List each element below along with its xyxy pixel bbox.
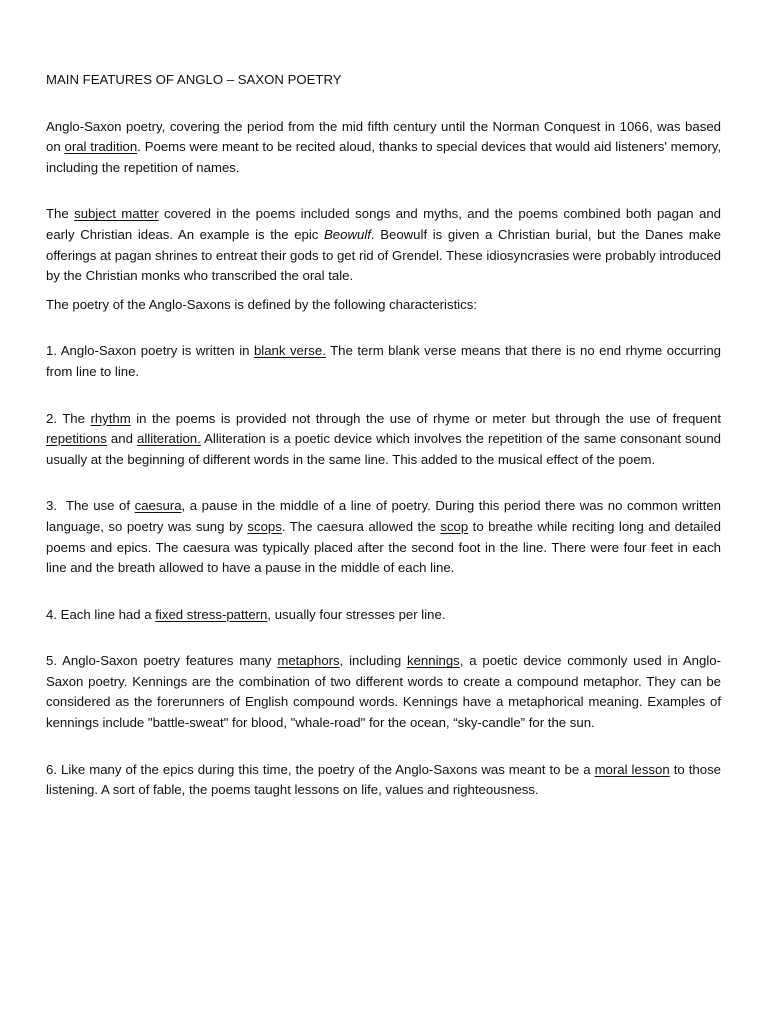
- text-run: 3. The use of: [46, 498, 135, 514]
- text-run: The: [46, 206, 75, 222]
- list-item-3: [46, 496, 721, 578]
- underlined-term: metaphors: [277, 653, 340, 669]
- text-run: covered in the poems included songs and myths, and the poems combined both pagan and early Christian ideas. An example is the epic: [46, 206, 721, 242]
- text-run: , usually four stresses per line.: [267, 606, 446, 622]
- underlined-term: repetitions: [46, 431, 107, 447]
- underlined-term: fixed stress-pattern: [155, 606, 268, 622]
- text-run: 4. Each line had a: [46, 606, 156, 622]
- document-page: [46, 70, 721, 801]
- text-run: The term blank verse means that there is no end rhyme occurring from line to line.: [46, 343, 721, 379]
- list-item-1: [46, 341, 721, 382]
- text-run: Anglo-Saxon poetry, covering the period from the mid fifth century until the Norman Conquest in 1066, was based on: [46, 118, 721, 155]
- underlined-term: caesura: [134, 498, 182, 514]
- underlined-term: subject matter: [74, 206, 159, 222]
- intro-paragraph: [46, 117, 721, 179]
- underlined-term: blank verse.: [253, 343, 326, 359]
- list-item-6: [46, 760, 721, 801]
- text-run: , including: [339, 653, 407, 669]
- underlined-term: rhythm: [90, 410, 131, 426]
- characteristics-intro: The poetry of the Anglo-Saxons is defined by the following characteristics:: [46, 296, 478, 312]
- text-run: 6. Like many of the epics during this time, the poetry of the Anglo-Saxons was meant to be a: [46, 761, 595, 777]
- text-run: 2. The: [46, 410, 91, 426]
- underlined-term: oral tradition: [64, 139, 138, 155]
- text-run: 5. Anglo-Saxon poetry features many: [46, 653, 278, 669]
- text-run: Alliteration is a poetic device which involves the repetition of the same consonant sound usually at the beginning of different words in the same line. This added to the musical effect of the poem.: [46, 431, 721, 467]
- text-run: , a pause in the middle of a line of poetry. During this period there was no common written language, so poetry was sung by: [46, 498, 721, 534]
- list-item-5: [46, 651, 721, 733]
- underlined-term: kennings: [406, 653, 460, 669]
- list-item-2: [46, 409, 721, 471]
- text-run: . Poems were meant to be recited aloud, thanks to special devices that would aid listeners' memory, including the repetition of names.: [46, 139, 721, 175]
- underlined-term: scop: [440, 518, 469, 534]
- text-run: to those listening. A sort of fable, the poems taught lessons on life, values and righteousness.: [46, 761, 721, 798]
- underlined-term: alliteration.: [137, 431, 201, 447]
- text-run: to breathe while reciting long and detailed poems and epics. The caesura was typically placed after the second foot in the line. There were four feet in each line and the breath allowed to have a pause in the middle of each line.: [46, 518, 721, 576]
- text-run: 1. Anglo-Saxon poetry is written in: [46, 343, 254, 359]
- italic-title: Beowulf: [324, 226, 371, 242]
- underlined-term: scops: [247, 518, 282, 534]
- text-run: , a poetic device commonly used in Anglo-Saxon poetry. Kennings are the combination of two different words to create a compound metaphor. They can be considered as the forerunners of English compound words. Kennings have a metaphorical meaning. Examples of kennings include "battle-sweat" for blood, "whale-road" for the ocean, “sky-candle” for the sun.: [46, 653, 722, 731]
- underlined-term: moral lesson: [594, 761, 670, 777]
- text-run: in the poems is provided not through the use of rhyme or meter but through the use of frequent: [130, 410, 722, 426]
- page-title: MAIN FEATURES OF ANGLO – SAXON POETRY: [46, 72, 342, 87]
- text-run: and: [106, 431, 137, 447]
- list-item-4: [46, 605, 721, 626]
- text-run: . Beowulf is given a Christian burial, but the Danes make offerings at pagan shrines to entreat their gods to get rid of Grendel. These idiosyncrasies were probably introduced by the Christian monks who transcribed the oral tale.: [46, 226, 721, 284]
- text-run: . The caesura allowed the: [281, 518, 441, 534]
- subject-matter-paragraph: [46, 204, 721, 286]
